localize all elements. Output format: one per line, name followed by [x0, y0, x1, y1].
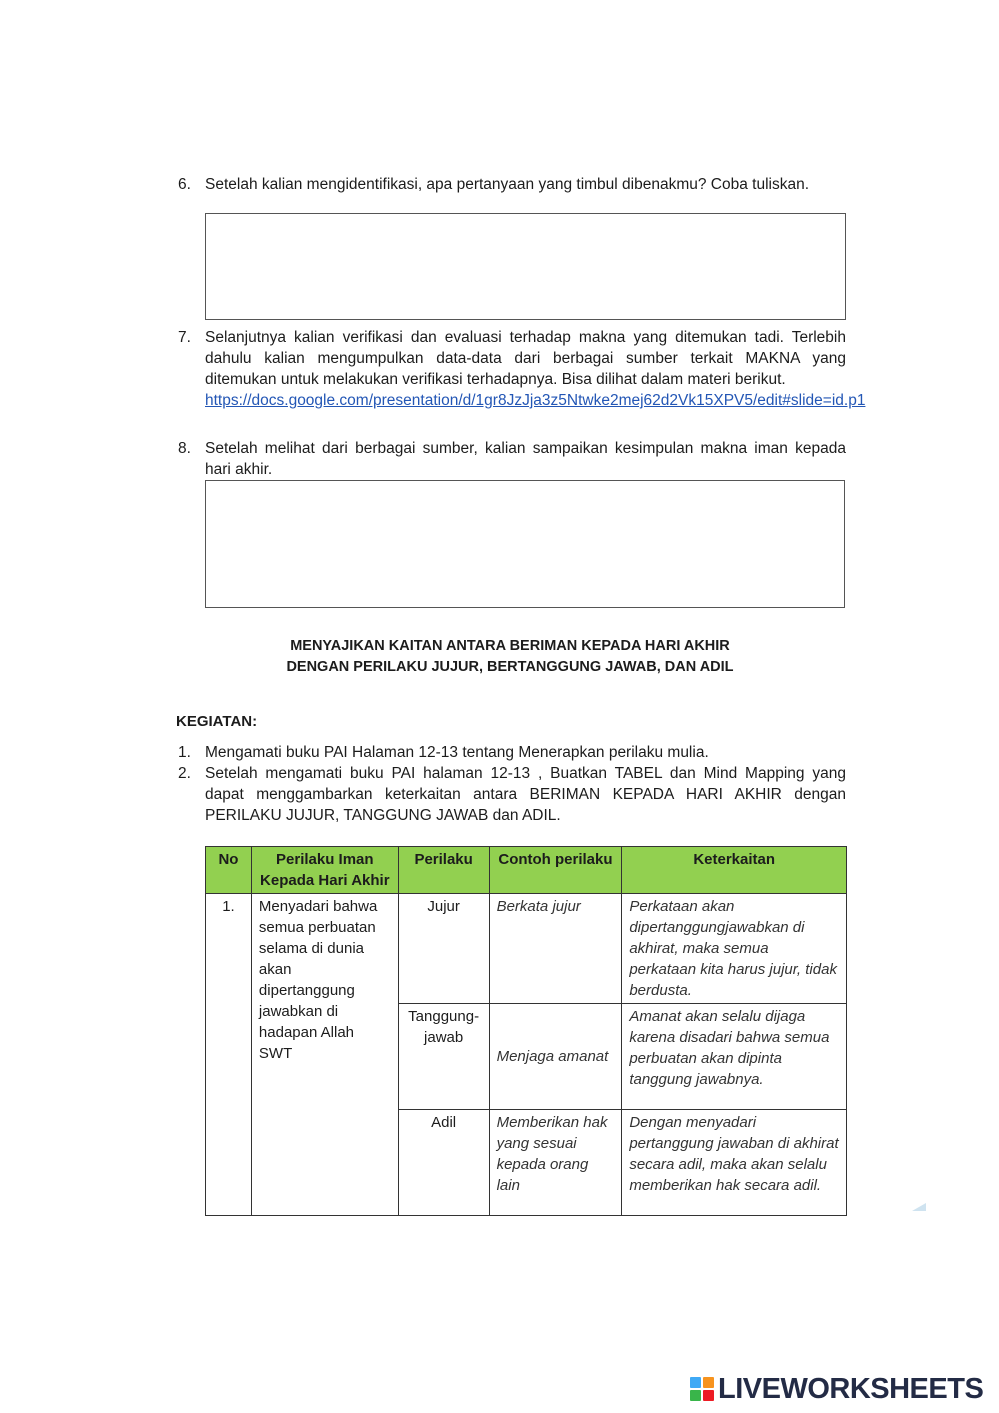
header-keterkaitan: Keterkaitan — [622, 847, 847, 894]
answer-box-8[interactable] — [205, 480, 845, 608]
question-text: Selanjutnya kalian verifikasi dan evaluasi terhadap makna yang ditemukan tadi. Terlebih dahulu kalian mengumpulkan data-data dari berbagai sumber terkait MAKNA yang ditemukan untuk melakukan verifikasi terhadapnya. Bisa dilihat dalam materi berikut. — [205, 329, 846, 388]
kegiatan-item-1 — [178, 742, 846, 763]
answer-box-6[interactable] — [205, 213, 846, 320]
logo-mark-icon — [690, 1377, 714, 1401]
question-text: Setelah melihat dari berbagai sumber, kalian sampaikan kesimpulan makna iman kepada hari akhir. — [205, 440, 846, 478]
question-7 — [178, 327, 866, 411]
logo-square — [690, 1377, 701, 1388]
materi-link[interactable]: https://docs.google.com/presentation/d/1gr8JzJja3z5Ntwke2mej62d2Vk15XPV5/edit#slide=id.p1 — [205, 392, 866, 409]
table-row — [206, 894, 847, 1004]
cell-no: 1. — [206, 894, 252, 1216]
cell-perilaku-iman: Menyadari bahwa semua perbuatan selama di dunia akan dipertanggung jawabkan di hadapan Allah SWT — [251, 894, 398, 1216]
keterkaitan-table — [205, 846, 847, 1216]
kegiatan-title: KEGIATAN: — [176, 713, 258, 730]
question-6 — [178, 174, 846, 195]
cell-perilaku: Jujur — [398, 894, 489, 1004]
question-8 — [178, 438, 846, 480]
page-corner-mark — [912, 1203, 926, 1211]
cell-contoh: Memberikan hak yang sesuai kepada orang lain — [489, 1110, 622, 1216]
heading-line-2: DENGAN PERILAKU JUJUR, BERTANGGUNG JAWAB, DAN ADIL — [286, 659, 734, 675]
cell-perilaku: Adil — [398, 1110, 489, 1216]
header-perilaku: Perilaku — [398, 847, 489, 894]
kegiatan-item-2 — [178, 763, 846, 826]
liveworksheets-logo — [690, 1374, 983, 1404]
answer-input-8[interactable] — [206, 481, 844, 607]
header-contoh: Contoh perilaku — [489, 847, 622, 894]
section-heading — [180, 636, 840, 678]
kegiatan-number: 2. — [178, 765, 191, 782]
cell-keterkaitan: Dengan menyadari pertanggung jawaban di akhirat secara adil, maka akan selalu memberikan hak secara adil. — [622, 1110, 847, 1216]
question-number: 8. — [178, 440, 191, 457]
table-header-row — [206, 847, 847, 894]
question-number: 7. — [178, 329, 191, 346]
cell-keterkaitan: Perkataan akan dipertanggungjawabkan di akhirat, maka semua perkataan kita harus jujur, tidak berdusta. — [622, 894, 847, 1004]
cell-contoh: Menjaga amanat — [489, 1004, 622, 1110]
header-perilaku-iman: Perilaku Iman Kepada Hari Akhir — [251, 847, 398, 894]
question-number: 6. — [178, 176, 191, 193]
cell-perilaku: Tanggung-jawab — [398, 1004, 489, 1110]
header-no: No — [206, 847, 252, 894]
kegiatan-text: Setelah mengamati buku PAI halaman 12-13 , Buatkan TABEL dan Mind Mapping yang dapat menggambarkan keterkaitan antara BERIMAN KEPADA HARI AKHIR dengan PERILAKU JUJUR, TANGGUNG JAWAB dan ADIL. — [205, 765, 846, 824]
kegiatan-text: Mengamati buku PAI Halaman 12-13 tentang Menerapkan perilaku mulia. — [205, 744, 709, 761]
heading-line-1: MENYAJIKAN KAITAN ANTARA BERIMAN KEPADA HARI AKHIR — [290, 638, 730, 654]
cell-contoh: Berkata jujur — [489, 894, 622, 1004]
question-text: Setelah kalian mengidentifikasi, apa pertanyaan yang timbul dibenakmu? Coba tuliskan. — [205, 176, 810, 193]
answer-input-6[interactable] — [206, 214, 845, 319]
logo-square — [703, 1377, 714, 1388]
logo-square — [703, 1390, 714, 1401]
cell-keterkaitan: Amanat akan selalu dijaga karena disadari bahwa semua perbuatan akan dipinta tanggung jawabnya. — [622, 1004, 847, 1110]
logo-text: LIVEWORKSHEETS — [718, 1373, 984, 1405]
logo-square — [690, 1390, 701, 1401]
kegiatan-number: 1. — [178, 744, 191, 761]
